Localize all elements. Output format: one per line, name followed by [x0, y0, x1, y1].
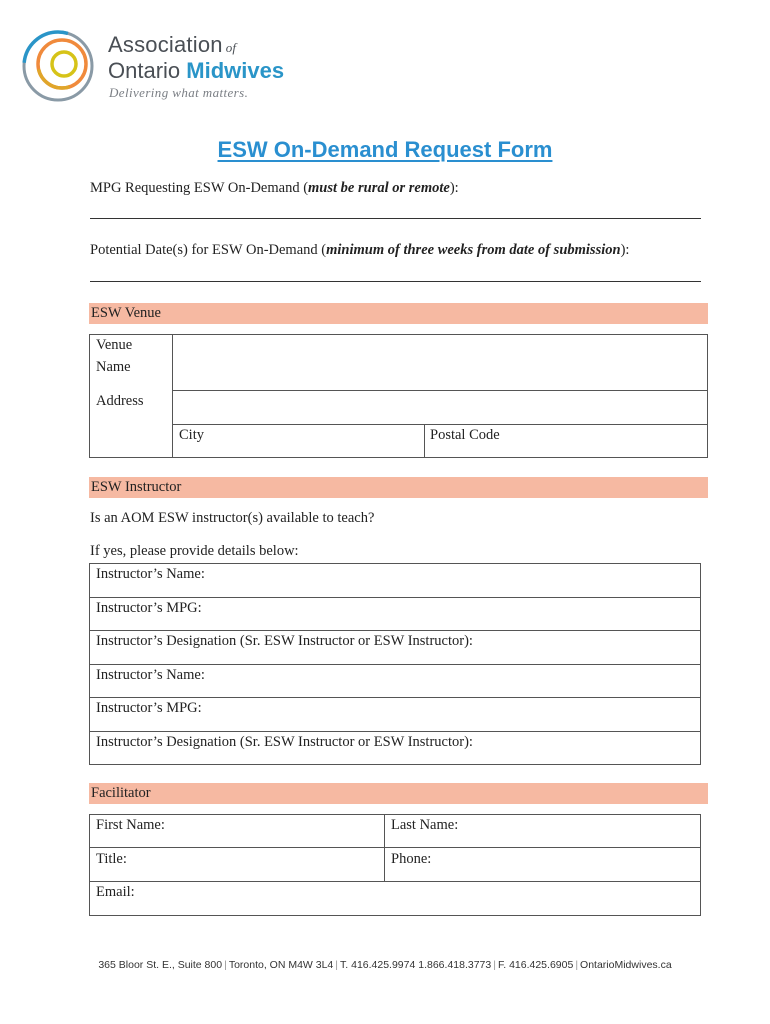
venue-name-label: Venue — [96, 337, 133, 353]
mpg-answer-line[interactable] — [90, 218, 701, 219]
title-field[interactable]: Title: — [96, 851, 127, 867]
address-field[interactable] — [173, 391, 707, 424]
address-label: Address — [96, 393, 144, 409]
aom-logo — [20, 26, 310, 106]
postal-code-field[interactable]: Postal Code — [430, 427, 500, 443]
footer-website-link[interactable]: OntarioMidwives.ca — [580, 959, 672, 971]
city-field[interactable]: City — [179, 427, 204, 443]
footer-tel: T. 416.425.9974 1.866.418.3773 — [340, 959, 492, 971]
last-name-field[interactable]: Last Name: — [391, 817, 459, 833]
logo-tagline: Delivering what matters. — [109, 85, 249, 100]
logo-line-association: Association of — [108, 32, 237, 57]
facilitator-table-divider — [384, 814, 385, 881]
instructor-available-question: Is an AOM ESW instructor(s) available to teach? — [90, 510, 375, 526]
footer-fax: F. 416.425.6905 — [497, 959, 574, 971]
instructor-2-name-field[interactable]: Instructor’s Name: — [96, 667, 205, 683]
facilitator-table-divider — [89, 847, 701, 848]
venue-table-divider — [172, 424, 708, 425]
footer-address: 365 Bloor St. E., Suite 800 — [98, 959, 223, 971]
section-esw-venue: ESW Venue — [89, 303, 708, 324]
phone-field[interactable]: Phone: — [391, 851, 432, 867]
dates-answer-line[interactable] — [90, 281, 701, 282]
footer-city: Toronto, ON M4W 3L4 — [228, 959, 334, 971]
first-name-field[interactable]: First Name: — [96, 817, 165, 833]
footer-contact: 365 Bloor St. E., Suite 800 | Toronto, ON M4W 3L4 | T. 416.425.9974 1.866.418.3773 | F. 416.425.6905 | OntarioMidwives.ca — [98, 959, 672, 971]
instructor-table-divider — [89, 731, 701, 732]
instructor-2-designation-field[interactable]: Instructor’s Designation (Sr. ESW Instructor or ESW Instructor): — [96, 734, 473, 750]
form-title: ESW On-Demand Request Form — [217, 137, 553, 162]
section-esw-instructor: ESW Instructor — [89, 477, 708, 498]
facilitator-table-divider — [89, 881, 701, 882]
venue-name-field[interactable] — [173, 335, 707, 390]
venue-table-divider — [424, 424, 425, 458]
section-facilitator: Facilitator — [89, 783, 708, 804]
instructor-1-designation-field[interactable]: Instructor’s Designation (Sr. ESW Instructor or ESW Instructor): — [96, 633, 473, 649]
venue-name-label: Name — [96, 359, 131, 375]
instructor-table-divider — [89, 597, 701, 598]
email-field[interactable]: Email: — [96, 884, 135, 900]
aom-logo-rings-icon — [20, 26, 102, 106]
instructor-1-name-field[interactable]: Instructor’s Name: — [96, 566, 205, 582]
mpg-question: MPG Requesting ESW On-Demand (must be rural or remote): — [90, 180, 459, 196]
instructor-if-yes-note: If yes, please provide details below: — [90, 543, 299, 559]
instructor-1-mpg-field[interactable]: Instructor’s MPG: — [96, 600, 202, 616]
instructor-table-divider — [89, 664, 701, 665]
instructor-table-divider — [89, 630, 701, 631]
instructor-table-divider — [89, 697, 701, 698]
logo-line-ontario-midwives: Ontario Midwives — [108, 58, 285, 83]
instructor-2-mpg-field[interactable]: Instructor’s MPG: — [96, 700, 202, 716]
dates-question: Potential Date(s) for ESW On-Demand (minimum of three weeks from date of submission): — [90, 242, 630, 258]
